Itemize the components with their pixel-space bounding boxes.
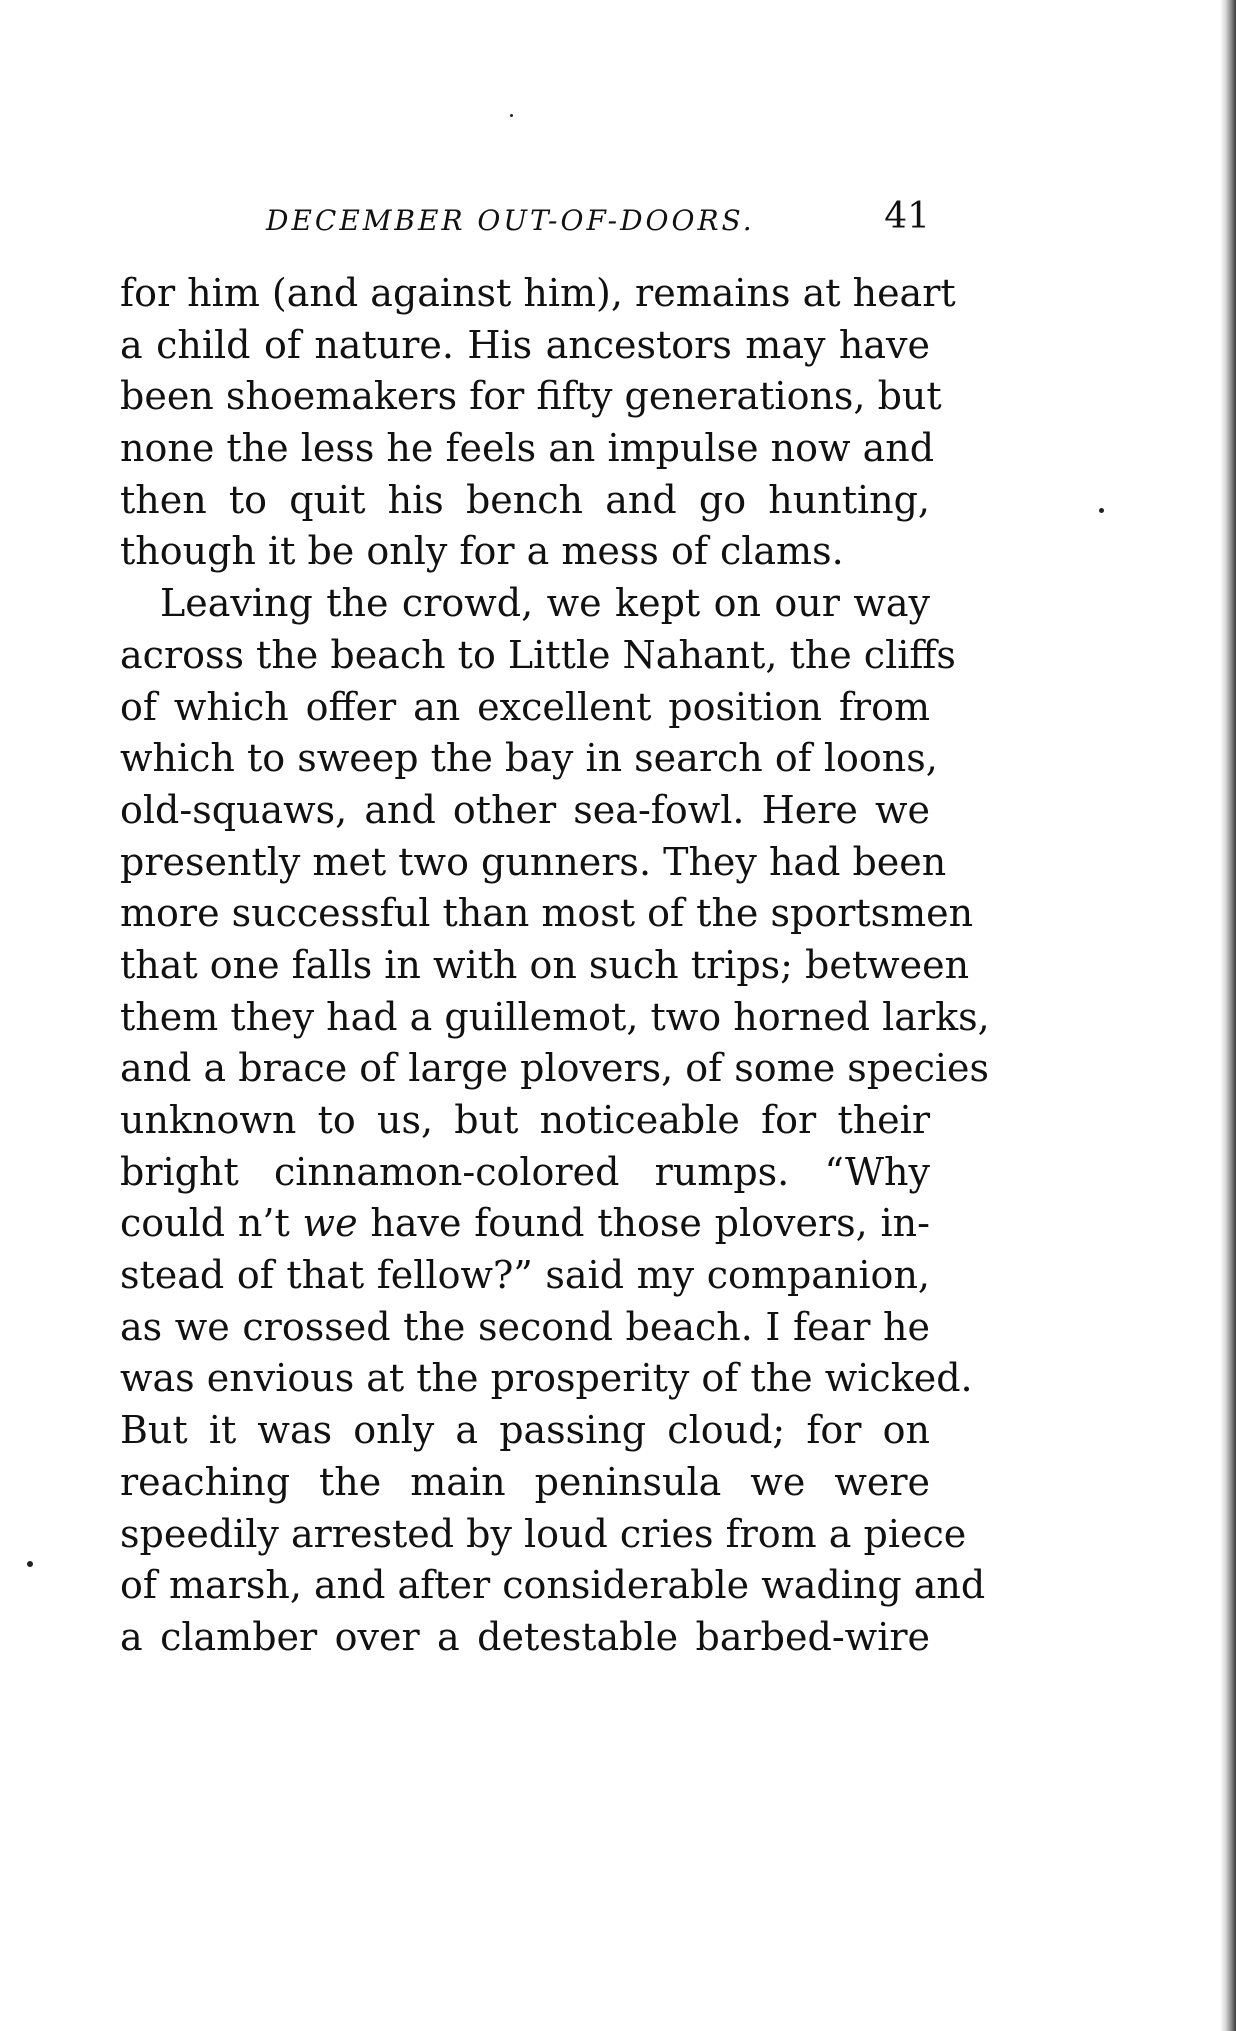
text-segment: have found those plovers, in- [357, 1201, 930, 1246]
body-text [120, 268, 990, 1664]
ink-speck [27, 1561, 33, 1567]
text-line: then to quit his bench and go hunting, [120, 477, 930, 522]
text-line: a clamber over a detestable barbed-wire [120, 1614, 930, 1659]
text-line: for him (and against him), remains at heart [120, 271, 956, 315]
italic-word: we [302, 1201, 358, 1246]
running-head [120, 196, 930, 246]
text-line: old-squaws, and other sea-fowl. Here we [120, 787, 930, 832]
text-line: stead of that fellow?” said my companion, [120, 1253, 930, 1298]
running-title: DECEMBER OUT-OF-DOORS. [266, 204, 755, 237]
text-line: unknown to us, but noticeable for their [120, 1098, 930, 1142]
text-line: presently met two gunners. They had been [120, 839, 947, 884]
text-line: as we crossed the second beach. I fear he [120, 1304, 930, 1349]
page-number: 41 [884, 196, 930, 237]
text-line: that one falls in with on such trips; between [120, 942, 970, 987]
text-line: of which offer an excellent position from [120, 684, 930, 729]
ink-speck [510, 114, 513, 117]
ink-speck [1099, 508, 1104, 513]
text-line: reaching the main peninsula we were [120, 1459, 930, 1504]
text-line: But it was only a passing cloud; for on [120, 1408, 930, 1453]
text-line: been shoemakers for fifty generations, but [120, 374, 942, 419]
text-line: them they had a guillemot, two horned larks, [120, 994, 990, 1039]
text-line: none the less he feels an impulse now and [120, 426, 935, 471]
text-line: speedily arrested by loud cries from a piece [120, 1511, 967, 1556]
text-line: and a brace of large plovers, of some species [120, 1046, 990, 1091]
text-segment: could n’t [120, 1201, 303, 1246]
text-line: which to sweep the bay in search of loons, [120, 736, 938, 781]
paragraph-start-line: Leaving the crowd, we kept on our way [160, 581, 930, 626]
text-line: of marsh, and after considerable wading and [120, 1563, 986, 1608]
text-line: bright cinnamon-colored rumps. “Why [120, 1149, 930, 1194]
text-line: though it be only for a mess of clams. [120, 529, 844, 574]
text-line: a child of nature. His ancestors may have [120, 322, 930, 367]
text-line: was envious at the prosperity of the wicked. [120, 1356, 973, 1401]
text-line-with-italic [120, 1198, 930, 1250]
page-edge-shadow [1220, 0, 1236, 2031]
text-line: across the beach to Little Nahant, the cliffs [120, 632, 956, 677]
text-line: more successful than most of the sportsmen [120, 891, 974, 936]
